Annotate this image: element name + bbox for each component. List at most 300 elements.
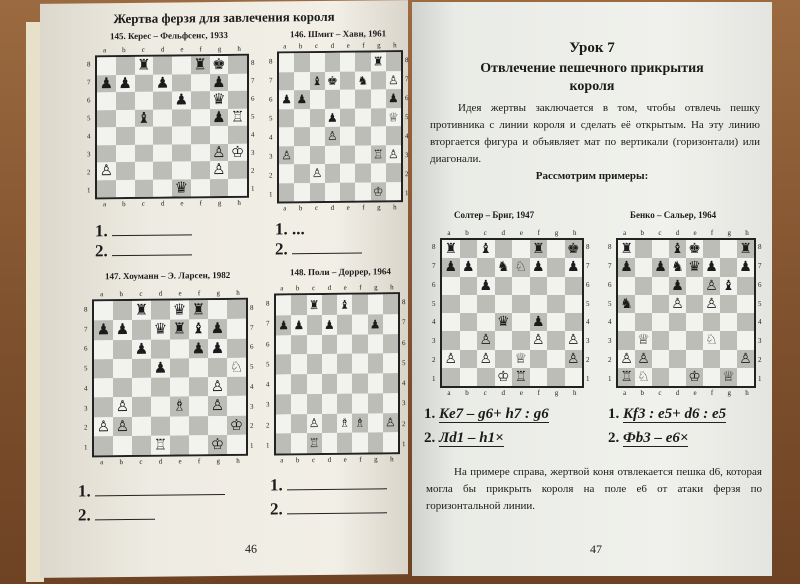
file-label: g: [377, 203, 381, 212]
board-square: [337, 334, 352, 354]
board-square: [477, 313, 495, 331]
black-pawn-icon: ♟: [703, 258, 720, 276]
board-square: [151, 397, 170, 416]
rank-label: 4: [87, 132, 91, 141]
rank-labels: [758, 238, 764, 388]
black-queen-icon: ♛: [495, 313, 513, 331]
board-square: [94, 359, 113, 378]
file-label: d: [501, 229, 505, 237]
move-line: 1. Ke7 – g6+ h7 : g6: [424, 406, 549, 422]
file-label: e: [178, 457, 182, 466]
board-square: [307, 374, 322, 394]
board-square: [635, 313, 652, 331]
board-square: [652, 240, 669, 258]
file-labels: [440, 229, 584, 237]
rank-label: 6: [266, 340, 270, 349]
file-label: f: [537, 389, 540, 397]
board-square: [208, 300, 227, 319]
board-square: [618, 313, 635, 331]
file-label: g: [554, 229, 559, 237]
rank-label: 5: [84, 364, 88, 373]
file-label: b: [122, 200, 126, 209]
file-label: h: [236, 288, 240, 297]
white-knight-icon: ♘: [635, 368, 652, 386]
black-pawn-icon: ♟: [94, 320, 113, 339]
rank-label: 6: [405, 93, 409, 102]
file-label: c: [139, 289, 143, 298]
file-labels: [92, 457, 248, 467]
board-square: [355, 126, 370, 145]
lesson-topic: Отвлечение пешечного прикрытия короля: [480, 61, 704, 94]
white-queen-icon: ♕: [512, 350, 530, 368]
file-label: b: [640, 389, 645, 397]
board-square: [530, 350, 548, 368]
rank-label: 8: [251, 58, 255, 67]
black-pawn-icon: ♟: [153, 74, 172, 92]
file-label: d: [501, 389, 505, 397]
chess-diagram-147: [92, 298, 248, 458]
white-king-icon: ♔: [228, 143, 247, 161]
board-square: [652, 277, 669, 295]
black-knight-icon: ♞: [495, 258, 513, 276]
board-square: [191, 144, 210, 162]
board-square: [737, 277, 754, 295]
black-queen-icon: ♛: [172, 179, 191, 197]
open-book: [22, 2, 800, 580]
diagram-caption: 147. Хоуманн – Э. Ларсен, 1982: [105, 269, 231, 282]
board-square: [442, 368, 460, 386]
board-square: [652, 350, 669, 368]
board-square: [442, 313, 460, 331]
board-square: [172, 109, 191, 127]
file-labels: [277, 41, 403, 50]
board-square: [227, 435, 246, 454]
board-square: [279, 183, 294, 202]
rank-label: 2: [269, 170, 273, 180]
file-label: c: [658, 229, 662, 237]
board-square: [294, 109, 309, 128]
board-square: [352, 433, 367, 453]
rank-label: 2: [758, 355, 762, 364]
rank-label: 1: [84, 443, 88, 452]
black-knight-icon: ♞: [618, 295, 635, 313]
board-square: [94, 397, 113, 416]
board-square: [371, 71, 386, 90]
white-rook-icon: ♖: [307, 433, 322, 453]
rank-label: 5: [266, 360, 270, 369]
black-queen-icon: ♛: [210, 91, 229, 109]
rank-label: 3: [432, 337, 436, 346]
board-square: [686, 277, 703, 295]
rank-label: 4: [608, 318, 612, 327]
white-pawn-icon: ♙: [477, 350, 495, 368]
board-square: [310, 145, 325, 164]
white-pawn-icon: ♙: [208, 396, 227, 415]
board-square: [737, 313, 754, 331]
board-square: [325, 182, 340, 201]
board-square: [276, 335, 291, 355]
answer-line: 1. ...: [275, 219, 305, 239]
board-square: [352, 314, 367, 334]
black-rook-icon: ♜: [371, 52, 386, 71]
board-square: [495, 350, 513, 368]
board-square: [495, 240, 513, 258]
white-queen-icon: ♕: [720, 368, 737, 386]
black-rook-icon: ♜: [170, 320, 189, 339]
file-label: e: [693, 229, 697, 237]
board-square: [310, 127, 325, 146]
board-square: [310, 90, 325, 109]
white-queen-icon: ♕: [386, 108, 401, 127]
diagram-caption: 148. Поли – Доррер, 1964: [290, 266, 391, 278]
board-square: [276, 355, 291, 375]
rank-label: 5: [608, 299, 612, 308]
white-king-icon: ♔: [495, 368, 513, 386]
board-square: [355, 89, 370, 108]
diagram-caption: Солтер – Бриг, 1947: [454, 210, 535, 220]
board-square: [352, 393, 367, 413]
page-number: 47: [590, 542, 602, 556]
board-square: [228, 126, 247, 144]
board-square: [686, 295, 703, 313]
rank-label: 1: [402, 439, 406, 449]
board-square: [371, 163, 386, 182]
black-bishop-icon: ♝: [669, 240, 686, 258]
board-square: [460, 368, 478, 386]
rank-label: 4: [432, 318, 436, 327]
file-label: c: [314, 204, 319, 213]
file-labels: [616, 229, 756, 237]
board-square: [340, 53, 355, 72]
board-square: [151, 339, 170, 358]
rank-label: 5: [586, 299, 590, 308]
white-queen-icon: ♕: [635, 331, 652, 349]
board-square: [686, 350, 703, 368]
board-square: [368, 373, 383, 393]
rank-label: 7: [269, 75, 273, 85]
board-square: [97, 180, 116, 198]
board-square: [279, 53, 294, 72]
black-bishop-icon: ♝: [189, 319, 208, 338]
black-bishop-icon: ♝: [337, 295, 352, 315]
board-square: [565, 368, 583, 386]
file-label: d: [327, 455, 332, 464]
board-square: [337, 354, 352, 374]
board-square: [383, 294, 398, 314]
page-number: 46: [245, 541, 257, 556]
file-label: c: [483, 229, 487, 237]
file-label: e: [343, 455, 347, 464]
board-square: [442, 295, 460, 313]
black-pawn-icon: ♟: [530, 313, 548, 331]
file-label: b: [119, 458, 124, 467]
board-square: [547, 368, 565, 386]
file-labels: [95, 199, 249, 209]
white-rook-icon: ♖: [151, 435, 170, 454]
rank-label: 3: [758, 337, 762, 346]
file-label: h: [393, 41, 397, 50]
board-square: [97, 57, 116, 75]
board-square: [153, 162, 172, 180]
rank-label: 6: [269, 94, 273, 104]
white-king-icon: ♔: [227, 415, 246, 434]
rank-label: 4: [84, 384, 88, 393]
board-square: [386, 126, 401, 145]
board-square: [355, 52, 370, 71]
file-label: c: [311, 456, 316, 465]
black-bishop-icon: ♝: [720, 277, 737, 295]
file-label: f: [199, 45, 202, 54]
black-pawn-icon: ♟: [325, 108, 340, 127]
rank-label: 8: [266, 299, 270, 308]
board-square: [189, 416, 208, 435]
rank-label: 7: [402, 318, 406, 327]
board-square: [512, 331, 530, 349]
black-king-icon: ♚: [565, 240, 583, 258]
rank-label: 2: [87, 168, 91, 177]
white-king-icon: ♔: [208, 435, 227, 454]
black-pawn-icon: ♟: [208, 338, 227, 357]
board-square: [170, 358, 189, 377]
rank-labels: [432, 238, 438, 388]
black-pawn-icon: ♟: [652, 258, 669, 276]
file-labels: [274, 283, 400, 292]
file-label: g: [217, 199, 222, 208]
file-label: a: [100, 290, 104, 299]
rank-label: 2: [586, 355, 590, 364]
rank-label: 8: [758, 243, 762, 252]
file-label: d: [158, 289, 163, 298]
rank-labels: [269, 51, 275, 203]
board-square: [294, 146, 309, 165]
black-pawn-icon: ♟: [530, 258, 548, 276]
rank-label: 6: [432, 280, 436, 289]
file-labels: [440, 389, 584, 397]
board-square: [386, 163, 401, 182]
black-pawn-icon: ♟: [294, 90, 309, 109]
rank-label: 8: [402, 298, 406, 307]
black-pawn-icon: ♟: [442, 258, 460, 276]
rank-label: 5: [269, 113, 273, 123]
white-pawn-icon: ♙: [307, 413, 322, 433]
answer-line: 2.: [78, 505, 155, 526]
file-label: d: [158, 457, 163, 466]
board-square: [94, 340, 113, 359]
board-square: [153, 144, 172, 162]
file-label: a: [283, 204, 287, 213]
white-pawn-icon: ♙: [442, 350, 460, 368]
file-label: f: [362, 203, 365, 212]
rank-label: 6: [87, 96, 91, 105]
board-square: [116, 144, 135, 162]
board-square: [97, 145, 116, 163]
file-label: g: [377, 41, 381, 50]
diagram-caption: 146. Шмит – Хавн, 1961: [290, 28, 387, 40]
black-pawn-icon: ♟: [279, 90, 294, 109]
rank-label: 2: [250, 422, 254, 431]
board-square: [652, 313, 669, 331]
board-square: [135, 74, 154, 92]
file-label: e: [346, 203, 350, 212]
file-label: c: [314, 42, 319, 51]
board-square: [151, 416, 170, 435]
black-king-icon: ♚: [325, 71, 340, 90]
rank-label: 3: [250, 402, 254, 411]
rank-label: 3: [84, 404, 88, 413]
black-rook-icon: ♜: [189, 300, 208, 319]
rank-label: 5: [758, 299, 762, 308]
board-square: [228, 161, 247, 179]
board-square: [703, 368, 720, 386]
rank-label: 2: [84, 423, 88, 432]
file-label: g: [217, 45, 222, 54]
rank-label: 8: [84, 305, 88, 314]
file-label: h: [390, 283, 394, 292]
file-label: d: [330, 41, 335, 50]
rank-label: 6: [586, 280, 590, 289]
file-label: f: [710, 229, 714, 237]
board-square: [322, 354, 337, 374]
file-label: d: [327, 283, 332, 292]
board-square: [294, 183, 309, 202]
board-square: [227, 396, 246, 415]
board-square: [322, 374, 337, 394]
black-rook-icon: ♜: [618, 240, 635, 258]
white-bishop-icon: ♗: [337, 413, 352, 433]
rank-label: 2: [608, 355, 612, 364]
rank-labels: [87, 55, 93, 199]
board-square: [116, 57, 135, 75]
board-square: [547, 313, 565, 331]
board-square: [669, 331, 686, 349]
board-square: [565, 277, 583, 295]
board-square: [322, 394, 337, 414]
file-label: f: [359, 283, 362, 292]
file-labels: [616, 389, 756, 397]
board-square: [189, 435, 208, 454]
black-pawn-icon: ♟: [322, 315, 337, 335]
rank-label: 1: [251, 184, 255, 193]
board-square: [227, 319, 246, 338]
board-square: [703, 240, 720, 258]
rank-label: 3: [402, 399, 406, 408]
board-square: [337, 393, 352, 413]
white-pawn-icon: ♙: [208, 377, 227, 396]
answer-line: 2.: [270, 498, 387, 519]
board-square: [191, 91, 210, 109]
board-square: [355, 182, 370, 201]
board-square: [737, 331, 754, 349]
board-square: [383, 353, 398, 373]
board-square: [337, 314, 352, 334]
white-pawn-icon: ♙: [669, 295, 686, 313]
board-square: [547, 240, 565, 258]
rank-label: 3: [586, 337, 590, 346]
file-label: d: [675, 389, 680, 397]
board-square: [383, 432, 398, 452]
file-label: c: [141, 45, 145, 54]
lesson-number: Урок 7: [569, 40, 615, 56]
board-square: [210, 126, 229, 144]
board-square: [495, 295, 513, 313]
board-square: [355, 145, 370, 164]
rank-label: 8: [87, 60, 91, 69]
file-label: c: [141, 199, 145, 208]
board-square: [737, 295, 754, 313]
black-pawn-icon: ♟: [291, 315, 306, 335]
rank-label: 3: [269, 151, 273, 161]
file-label: h: [236, 456, 240, 465]
board-square: [113, 378, 132, 397]
board-square: [294, 164, 309, 183]
footer-paragraph: На примере справа, жертвой коня отвлекается пешка d6, которая могла бы прикрыть короля на поле e6 от атаки ферзя по горизонтальной линии.: [426, 466, 762, 512]
board-square: [307, 394, 322, 414]
rank-label: 4: [266, 380, 270, 389]
rank-label: 7: [758, 262, 762, 271]
file-label: b: [465, 389, 469, 397]
rank-label: 1: [266, 441, 270, 450]
board-square: [172, 126, 191, 144]
intro-paragraph: Идея жертвы заключается в том, чтобы отвлечь пешку противника с линии короля и сделать её открытым. На эту линию вторгается фигура и объявляет мат по вертикали (горизонтали) или диагонали.: [430, 102, 760, 165]
board-square: [460, 313, 478, 331]
board-square: [703, 350, 720, 368]
board-square: [530, 277, 548, 295]
board-square: [635, 258, 652, 276]
board-square: [189, 377, 208, 396]
board-square: [386, 52, 401, 71]
board-square: [720, 258, 737, 276]
file-label: a: [280, 456, 284, 465]
white-rook-icon: ♖: [618, 368, 635, 386]
board-square: [477, 368, 495, 386]
rank-label: 2: [432, 355, 436, 364]
board-square: [477, 258, 495, 276]
board-square: [442, 277, 460, 295]
rank-labels: [608, 238, 614, 388]
file-label: f: [537, 229, 540, 237]
rank-label: 1: [405, 188, 409, 197]
file-label: a: [103, 200, 107, 209]
board-square: [352, 334, 367, 354]
board-square: [618, 331, 635, 349]
rank-label: 1: [87, 186, 91, 195]
board-square: [227, 377, 246, 396]
board-square: [170, 416, 189, 435]
black-bishop-icon: ♝: [310, 71, 325, 90]
file-label: c: [311, 284, 316, 293]
file-label: g: [554, 389, 559, 397]
white-pawn-icon: ♙: [635, 350, 652, 368]
chess-diagram-148: [274, 292, 400, 455]
black-bishop-icon: ♝: [135, 109, 154, 127]
rank-label: 6: [608, 280, 612, 289]
rank-label: 2: [402, 419, 406, 428]
rank-label: 7: [87, 78, 91, 87]
board-square: [322, 295, 337, 315]
rank-label: 6: [758, 280, 762, 289]
white-pawn-icon: ♙: [703, 295, 720, 313]
board-square: [340, 164, 355, 183]
board-square: [210, 178, 229, 196]
board-square: [652, 368, 669, 386]
black-pawn-icon: ♟: [210, 108, 229, 126]
board-square: [170, 435, 189, 454]
rank-label: 8: [608, 243, 612, 252]
file-labels: [92, 289, 248, 299]
file-label: d: [675, 229, 680, 237]
file-label: a: [623, 389, 627, 397]
board-square: [368, 354, 383, 374]
